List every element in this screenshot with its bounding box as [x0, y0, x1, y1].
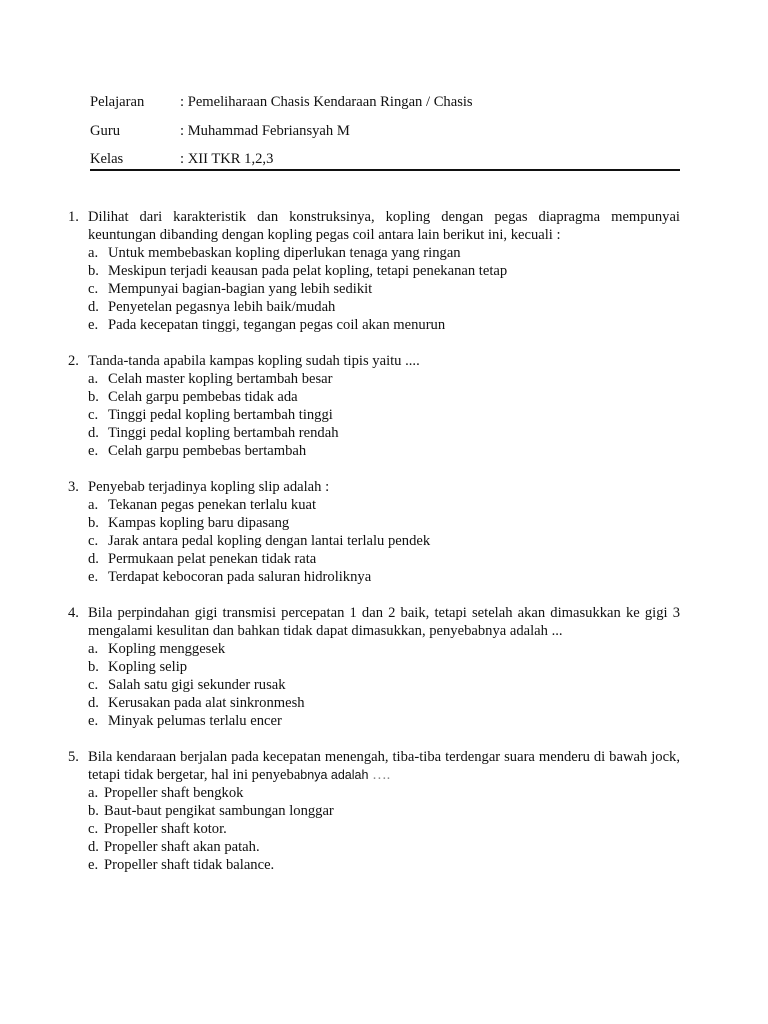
question-text: Bila perpindahan gigi transmisi percepatan 1 dan 2 baik, tetapi setelah akan dimasukkan ke gigi 3 mengalami kesulitan dan bahkan tidak dapat dimasukkan, penyebabnya adalah ... [88, 605, 680, 639]
option-letter: d. [88, 839, 99, 855]
question-2 [68, 352, 680, 460]
option-text: Propeller shaft kotor. [104, 821, 227, 837]
option-d [88, 550, 680, 568]
option-text: Kampas kopling baru dipasang [108, 515, 290, 531]
option-letter: c. [88, 533, 99, 549]
option-c [88, 406, 680, 424]
header-row-subject [90, 92, 680, 121]
question-1 [68, 208, 680, 334]
option-list [88, 784, 680, 874]
header-label: Pelajaran [90, 94, 145, 110]
option-text: Tinggi pedal kopling bertambah tinggi [108, 407, 333, 423]
option-d [88, 838, 680, 856]
question-number: 4. [68, 605, 79, 621]
question-stem [68, 748, 680, 784]
option-list [88, 640, 680, 730]
option-text: Kopling menggesek [108, 641, 226, 657]
option-list [88, 244, 680, 334]
question-list [68, 208, 680, 892]
option-text: Kopling selip [108, 659, 188, 675]
option-text: Propeller shaft tidak balance. [104, 857, 275, 873]
option-letter: d. [88, 299, 99, 315]
option-letter: e. [88, 857, 99, 873]
option-letter: c. [88, 281, 99, 297]
option-text: Meskipun terjadi keausan pada pelat kopling, tetapi penekanan tetap [108, 263, 508, 279]
question-text-dots: …. [368, 767, 391, 783]
option-text: Mempunyai bagian-bagian yang lebih sedikit [108, 281, 373, 297]
question-number: 1. [68, 209, 79, 225]
option-text: Propeller shaft akan patah. [104, 839, 260, 855]
header-value: : Muhammad Febriansyah M [180, 122, 350, 139]
option-c [88, 280, 680, 298]
option-letter: b. [88, 803, 99, 819]
option-e [88, 856, 680, 874]
option-b [88, 388, 680, 406]
option-text: Celah master kopling bertambah besar [108, 371, 333, 387]
option-letter: b. [88, 389, 99, 405]
question-5 [68, 748, 680, 874]
option-text: Propeller shaft bengkok [104, 785, 244, 801]
option-a [88, 244, 680, 262]
option-text: Penyetelan pegasnya lebih baik/mudah [108, 299, 336, 315]
header-label: Kelas [90, 151, 124, 167]
option-letter: a. [88, 371, 99, 387]
option-a [88, 640, 680, 658]
question-number: 2. [68, 353, 79, 369]
header-value: : Pemeliharaan Chasis Kendaraan Ringan / Chasis [180, 94, 473, 110]
question-text-sans: bnya adalah [300, 768, 369, 782]
option-text: Untuk membebaskan kopling diperlukan tenaga yang ringan [108, 245, 461, 261]
option-letter: b. [88, 659, 99, 675]
option-text: Tinggi pedal kopling bertambah rendah [108, 425, 339, 441]
option-letter: c. [88, 821, 99, 837]
option-e [88, 442, 680, 460]
question-3 [68, 478, 680, 586]
option-a [88, 784, 680, 802]
question-stem [68, 352, 680, 370]
option-e [88, 316, 680, 334]
option-a [88, 496, 680, 514]
option-e [88, 712, 680, 730]
option-b [88, 262, 680, 280]
option-letter: d. [88, 695, 99, 711]
option-b [88, 658, 680, 676]
option-letter: a. [88, 497, 99, 513]
question-text-main: Bila kendaraan berjalan pada kecepatan menengah, tiba-tiba terdengar suara menderu di bawah jock, tetapi tidak bergetar, hal ini penyeba [88, 749, 680, 783]
option-text: Salah satu gigi sekunder rusak [108, 677, 286, 693]
option-c [88, 820, 680, 838]
option-text: Baut-baut pengikat sambungan longgar [104, 803, 334, 819]
option-letter: b. [88, 263, 99, 279]
option-text: Celah garpu pembebas bertambah [108, 443, 307, 459]
option-letter: a. [88, 641, 99, 657]
header-row-class [90, 149, 680, 178]
option-text: Celah garpu pembebas tidak ada [108, 389, 298, 405]
option-text: Pada kecepatan tinggi, tegangan pegas coil akan menurun [108, 317, 446, 333]
header-value: : XII TKR 1,2,3 [180, 151, 274, 167]
question-text: Dilihat dari karakteristik dan konstruksinya, kopling dengan pegas diapragma mempunyai keuntungan dibanding dengan kopling pegas coil antara lain berikut ini, kecuali : [88, 209, 680, 243]
option-letter: c. [88, 677, 99, 693]
option-list [88, 370, 680, 460]
option-b [88, 514, 680, 532]
question-stem [68, 478, 680, 496]
header-label: Guru [90, 122, 120, 139]
question-number: 3. [68, 479, 79, 495]
option-d [88, 298, 680, 316]
option-letter: e. [88, 713, 99, 729]
option-text: Permukaan pelat penekan tidak rata [108, 551, 317, 567]
question-number: 5. [68, 749, 79, 765]
question-stem [68, 604, 680, 640]
option-text: Kerusakan pada alat sinkronmesh [108, 695, 305, 711]
option-letter: e. [88, 317, 99, 333]
option-text: Jarak antara pedal kopling dengan lantai terlalu pendek [108, 533, 431, 549]
header-divider [90, 169, 680, 171]
question-stem [68, 208, 680, 244]
option-letter: e. [88, 569, 99, 585]
option-letter: a. [88, 785, 99, 801]
question-4 [68, 604, 680, 730]
option-d [88, 694, 680, 712]
option-d [88, 424, 680, 442]
question-text [88, 748, 680, 784]
option-text: Minyak pelumas terlalu encer [108, 713, 282, 729]
option-letter: b. [88, 515, 99, 531]
header-row-teacher [90, 121, 680, 150]
question-text: Tanda-tanda apabila kampas kopling sudah tipis yaitu .... [88, 353, 420, 369]
option-c [88, 532, 680, 550]
option-a [88, 370, 680, 388]
option-letter: c. [88, 407, 99, 423]
option-c [88, 676, 680, 694]
document-header [90, 92, 680, 178]
option-letter: a. [88, 245, 99, 261]
option-text: Terdapat kebocoran pada saluran hidroliknya [108, 569, 372, 585]
option-letter: d. [88, 551, 99, 567]
option-letter: e. [88, 443, 99, 459]
question-text: Penyebab terjadinya kopling slip adalah : [88, 479, 330, 495]
option-letter: d. [88, 425, 99, 441]
option-b [88, 802, 680, 820]
option-text: Tekanan pegas penekan terlalu kuat [108, 497, 317, 513]
option-list [88, 496, 680, 586]
option-e [88, 568, 680, 586]
